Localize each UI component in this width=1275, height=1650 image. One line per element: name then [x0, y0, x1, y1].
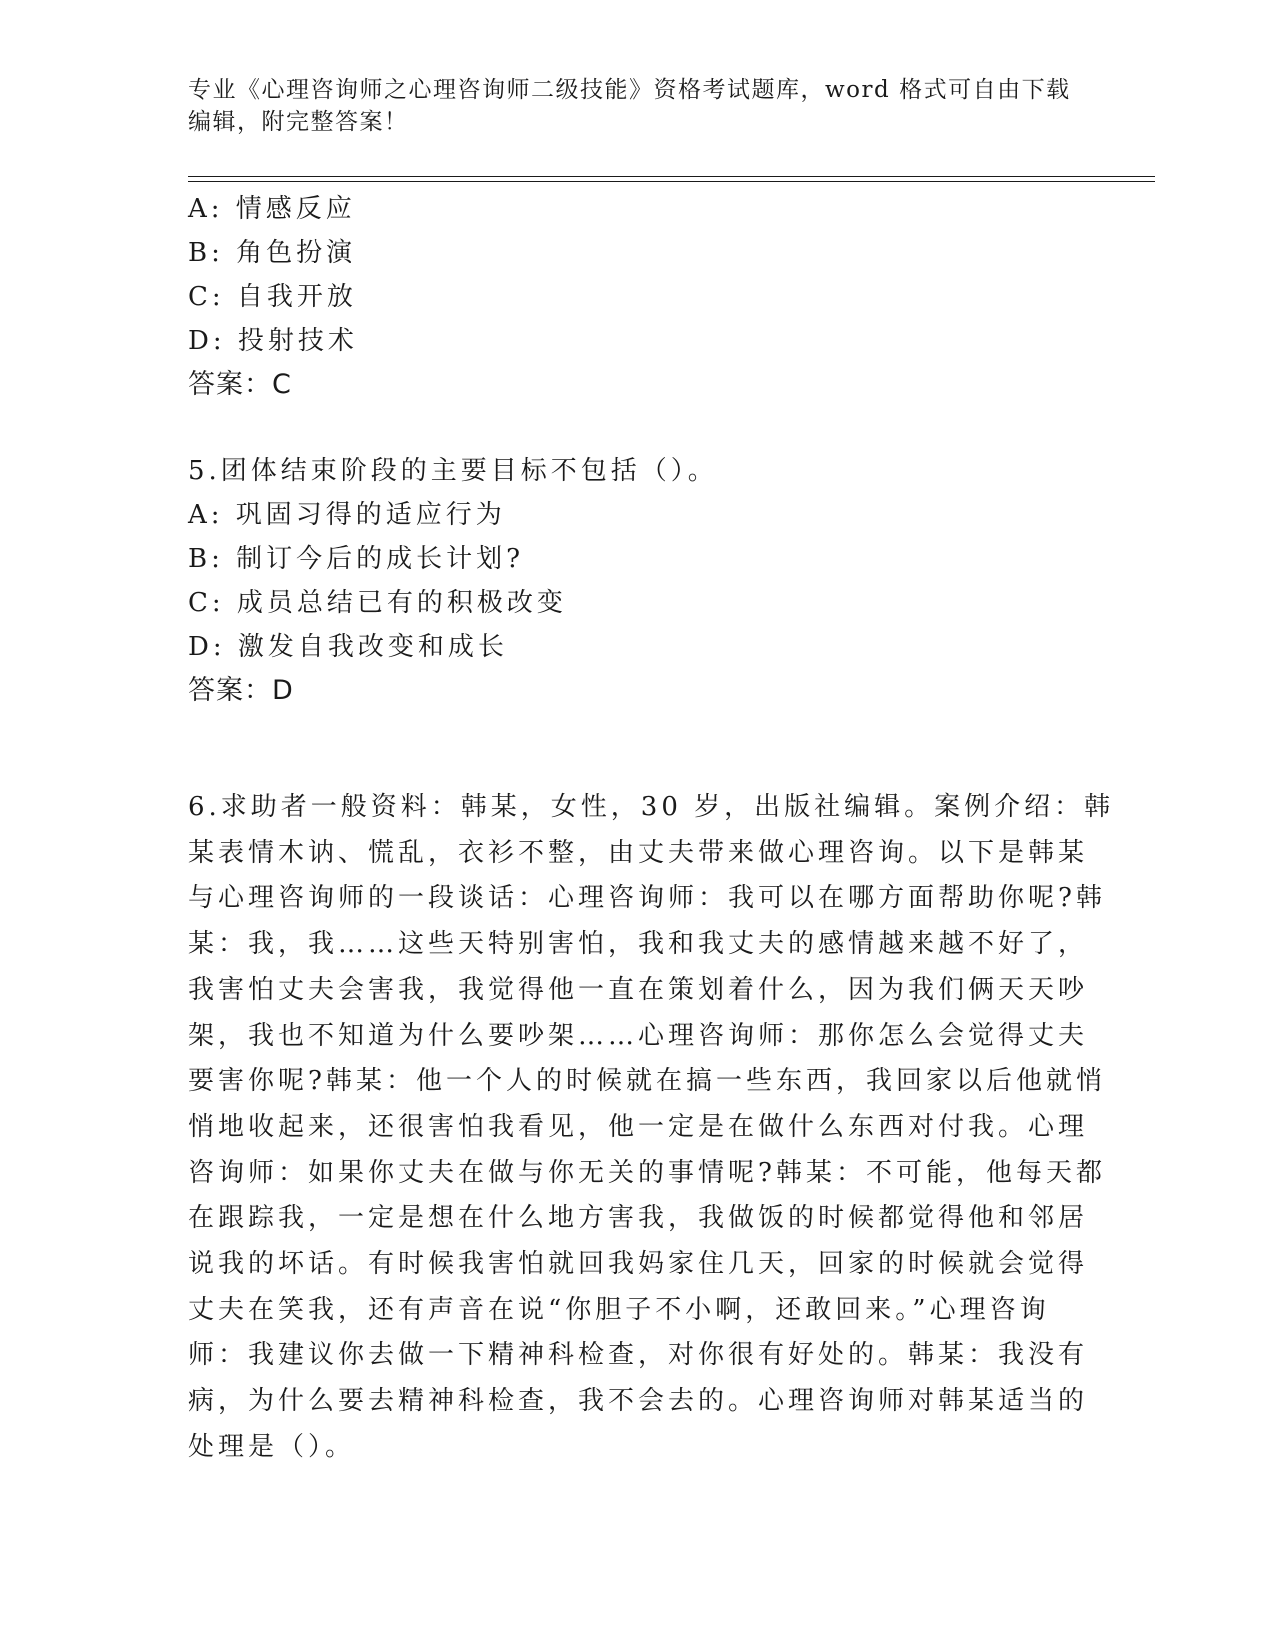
- q6-line: 悄地收起来，还很害怕我看见，他一定是在做什么东西对付我。心理: [188, 1111, 1089, 1142]
- q5-answer: 答案：D: [188, 675, 294, 706]
- q6-line: 病，为什么要去精神科检查，我不会去的。心理咨询师对韩某适当的: [188, 1386, 1089, 1417]
- q4-option-c: C: 自我开放: [188, 282, 357, 312]
- q5-option-d: D: 激发自我改变和成长: [188, 632, 508, 662]
- q6-line: 某表情木讷、慌乱，衣衫不整，由丈夫带来做心理咨询。以下是韩某: [188, 837, 1089, 868]
- q5-option-b: B: 制订今后的成长计划?: [188, 544, 525, 574]
- q4-option-a: A: 情感反应: [188, 194, 356, 224]
- q4-option-d: D: 投射技术: [188, 326, 358, 356]
- q6-line: 架，我也不知道为什么要吵架……心理咨询师：那你怎么会觉得丈夫: [188, 1020, 1089, 1051]
- q6-line: 师：我建议你去做一下精神科检查，对你很有好处的。韩某：我没有: [188, 1340, 1089, 1371]
- q6-line: 说我的坏话。有时候我害怕就回我妈家住几天，回家的时候就会觉得: [188, 1249, 1089, 1280]
- q6-line: 在跟踪我，一定是想在什么地方害我，我做饭的时候都觉得他和邻居: [188, 1203, 1089, 1234]
- header-line-1: 专业《心理咨询师之心理咨询师二级技能》资格考试题库，word 格式可自由下载: [188, 77, 1071, 103]
- q6-line: 咨询师：如果你丈夫在做与你无关的事情呢?韩某：不可能，他每天都: [188, 1157, 1106, 1188]
- q4-option-b: B: 角色扮演: [188, 238, 357, 268]
- document-header: [188, 74, 1088, 138]
- q6-line: 要害你呢?韩某：他一个人的时候就在搞一些东西，我回家以后他就悄: [188, 1066, 1106, 1097]
- q5-question: 5.团体结束阶段的主要目标不包括（）。: [188, 456, 718, 486]
- header-rule-bottom: [188, 181, 1155, 182]
- q5-option-a: A: 巩固习得的适应行为: [188, 500, 506, 530]
- q6-line: 与心理咨询师的一段谈话：心理咨询师：我可以在哪方面帮助你呢?韩: [188, 883, 1106, 914]
- q6-line: 丈夫在笑我，还有声音在说“你胆子不小啊，还敢回来。”心理咨询: [188, 1294, 1050, 1325]
- q5-option-c: C: 成员总结已有的积极改变: [188, 588, 567, 618]
- q6-line: 某：我，我……这些天特别害怕，我和我丈夫的感情越来越不好了，: [188, 929, 1089, 960]
- q6-line: 6.求助者一般资料：韩某，女性，30 岁，出版社编辑。案例介绍：韩: [188, 792, 1115, 822]
- q6-line: 处理是（）。: [188, 1431, 356, 1462]
- q6-line: 我害怕丈夫会害我，我觉得他一直在策划着什么，因为我们俩天天吵: [188, 974, 1089, 1005]
- q4-answer: 答案：C: [188, 369, 292, 400]
- header-rule-top: [188, 176, 1155, 177]
- q6-case-paragraph: [188, 785, 1115, 1471]
- header-line-2: 编辑，附完整答案！: [188, 109, 409, 135]
